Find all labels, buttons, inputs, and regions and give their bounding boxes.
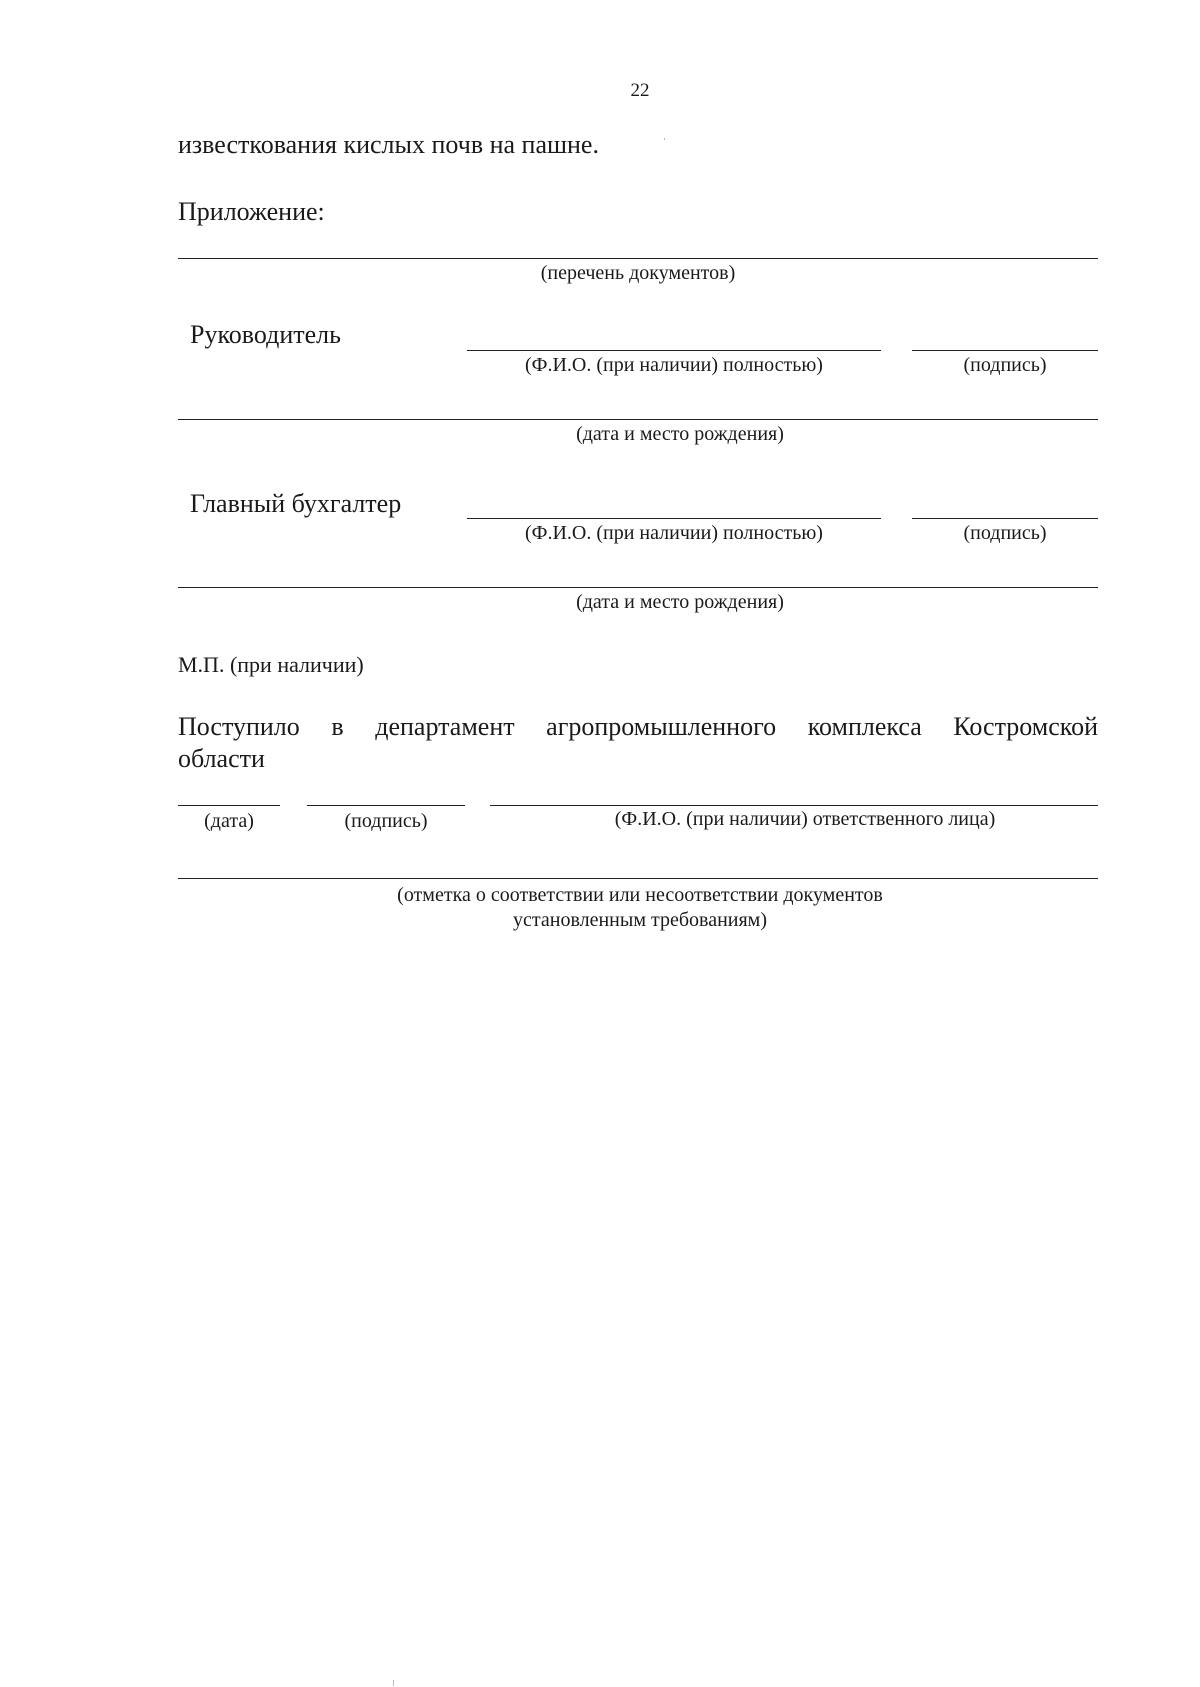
head-signature-caption: (подпись) [963, 354, 1047, 376]
attachment-label: Приложение: [178, 197, 325, 226]
head-role-label: Руководитель [190, 320, 341, 349]
accountant-signature-caption: (подпись) [963, 522, 1047, 544]
stamp-label: М.П. (при наличии) [178, 652, 364, 677]
attachment-line[interactable] [178, 258, 1098, 259]
received-person-caption: (Ф.И.О. (при наличии) ответственного лица) [614, 808, 996, 830]
continuation-text: известкования кислых почв на пашне. [178, 130, 599, 159]
head-fio-line[interactable] [467, 350, 881, 351]
received-line-1: Поступило в департамент агропромышленного комплекса Костромской [178, 712, 1098, 741]
scan-speck [393, 1680, 394, 1686]
compliance-caption-line-2: установленным требованиям) [513, 909, 767, 931]
received-date-line[interactable] [178, 805, 280, 806]
head-birth-line[interactable] [178, 419, 1098, 420]
accountant-fio-caption: (Ф.И.О. (при наличии) полностью) [525, 522, 823, 544]
head-signature-line[interactable] [912, 350, 1098, 351]
accountant-role-label: Главный бухгалтер [190, 489, 402, 518]
accountant-signature-line[interactable] [912, 518, 1098, 519]
compliance-caption-line-1: (отметка о соответствии или несоответствии документов [397, 884, 883, 906]
accountant-fio-line[interactable] [467, 518, 881, 519]
head-birth-caption: (дата и место рождения) [576, 423, 784, 445]
head-fio-caption: (Ф.И.О. (при наличии) полностью) [525, 354, 823, 376]
received-signature-caption: (подпись) [344, 810, 428, 832]
scan-speck [664, 138, 665, 140]
attachment-caption: (перечень документов) [540, 262, 736, 284]
accountant-birth-line[interactable] [178, 587, 1098, 588]
compliance-line[interactable] [178, 878, 1098, 879]
received-line-2: области [178, 744, 265, 773]
page-number: 22 [630, 80, 650, 101]
received-signature-line[interactable] [307, 805, 465, 806]
accountant-birth-caption: (дата и место рождения) [576, 591, 784, 613]
received-person-line[interactable] [490, 805, 1098, 806]
received-date-caption: (дата) [204, 810, 254, 832]
